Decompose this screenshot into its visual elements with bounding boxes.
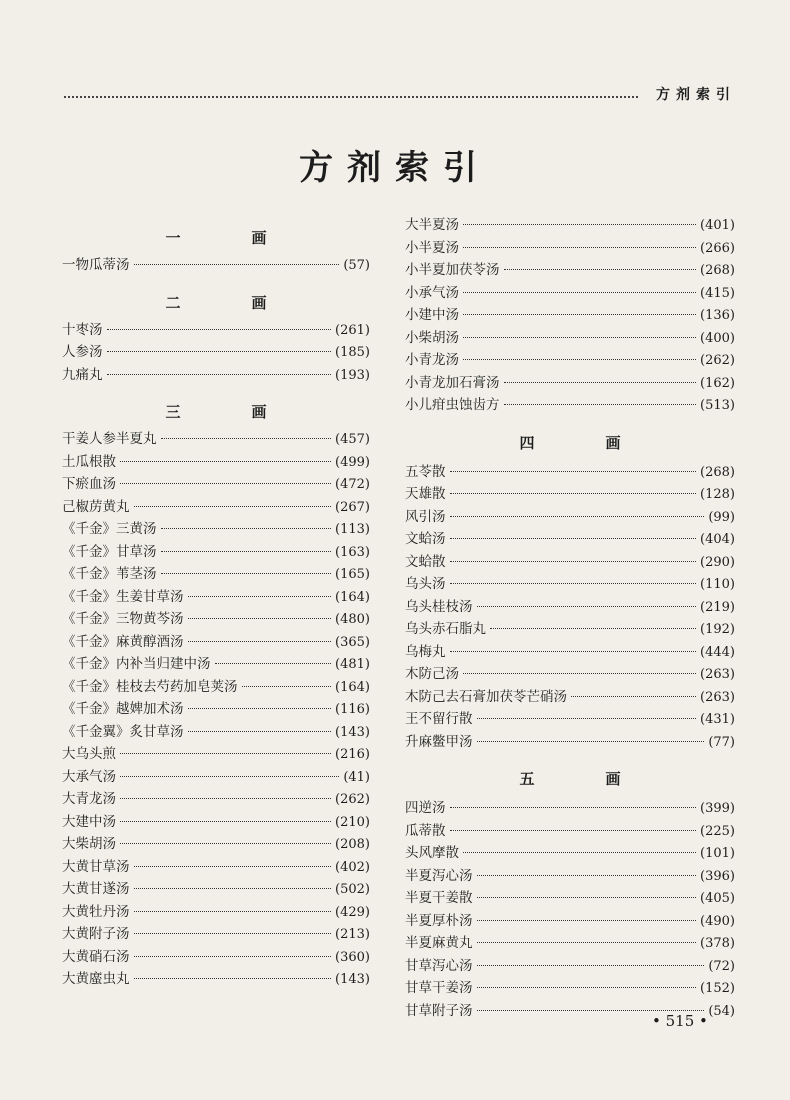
entry-name: 《千金》苇茎汤 — [62, 566, 157, 582]
index-entry — [405, 842, 735, 865]
index-entry — [405, 461, 735, 484]
dot-leader — [120, 843, 331, 844]
entry-page: (415) — [700, 285, 735, 301]
index-entry — [62, 788, 370, 811]
entry-page: (263) — [700, 689, 735, 705]
entry-page: (431) — [700, 712, 735, 727]
entry-page: (163) — [335, 544, 370, 560]
dot-leader — [477, 897, 697, 898]
entry-page: (116) — [335, 702, 370, 717]
index-entry — [405, 932, 735, 955]
dot-leader — [107, 374, 332, 375]
entry-page: (210) — [335, 814, 370, 830]
entry-name: 人参汤 — [62, 344, 103, 360]
entry-name: 头风摩散 — [405, 845, 459, 861]
entry-page: (268) — [700, 464, 735, 480]
entry-page: (365) — [335, 634, 370, 650]
entry-page: (143) — [335, 972, 370, 987]
dot-leader — [215, 663, 332, 664]
index-entry — [405, 551, 735, 574]
entry-page: (193) — [335, 367, 370, 383]
dot-leader — [477, 987, 697, 988]
entry-name: 《千金》三物黄芩汤 — [62, 611, 184, 627]
dot-leader — [134, 978, 332, 979]
entry-name: 半夏干姜散 — [405, 890, 473, 906]
dot-leader — [477, 942, 697, 943]
entry-name: 小承气汤 — [405, 284, 459, 301]
entry-page: (262) — [700, 353, 735, 368]
entry-page: (429) — [335, 904, 370, 920]
entry-page: (261) — [335, 322, 370, 338]
entry-name: 《千金》甘草汤 — [62, 543, 157, 560]
entry-name: 《千金》内补当归建中汤 — [62, 656, 211, 672]
index-entry — [405, 349, 735, 372]
entry-page: (457) — [335, 432, 370, 447]
entry-name: 九痛丸 — [62, 366, 103, 383]
dot-leader — [463, 314, 696, 315]
entry-name: 十枣汤 — [62, 321, 103, 338]
entry-page: (502) — [335, 882, 370, 897]
entry-name: 《千金》越婢加术汤 — [62, 701, 184, 717]
entry-page: (480) — [335, 612, 370, 627]
left-column — [62, 214, 370, 991]
entry-page: (128) — [700, 487, 735, 502]
entry-name: 《千金》麻黄醇酒汤 — [62, 633, 184, 650]
entry-name: 干姜人参半夏丸 — [62, 431, 157, 447]
entry-page: (399) — [700, 801, 735, 816]
entry-name: 大黄甘遂汤 — [62, 881, 130, 897]
dot-leader — [134, 888, 332, 889]
dot-leader — [120, 753, 331, 754]
entry-page: (216) — [335, 747, 370, 762]
entry-page: (164) — [335, 589, 370, 605]
entry-name: 大半夏汤 — [405, 217, 459, 233]
entry-name: 大黄硝石汤 — [62, 948, 130, 965]
index-entry — [62, 254, 370, 277]
dot-leader — [134, 933, 332, 934]
index-entry — [405, 327, 735, 350]
entry-page: (225) — [700, 823, 735, 839]
entry-page: (101) — [700, 846, 735, 861]
entry-name: 升麻鳖甲汤 — [405, 733, 473, 750]
dot-leader — [188, 618, 332, 619]
section-heading: 四 画 — [519, 433, 649, 452]
entry-page: (192) — [700, 622, 735, 637]
index-entry — [62, 743, 370, 766]
page-title: 方剂索引 — [299, 148, 491, 188]
entry-page: (268) — [700, 263, 735, 278]
index-entry — [405, 708, 735, 731]
entry-page: (267) — [335, 499, 370, 515]
index-entry — [62, 341, 370, 364]
dot-leader — [477, 965, 705, 966]
dot-leader — [450, 561, 697, 562]
entry-page: (110) — [700, 577, 735, 592]
index-entry — [62, 496, 370, 519]
entry-page: (113) — [335, 522, 370, 537]
dot-leader — [134, 264, 340, 265]
index-entry — [405, 214, 735, 237]
dot-leader — [120, 483, 331, 484]
index-entry — [62, 586, 370, 609]
entry-name: 大青龙汤 — [62, 791, 116, 807]
dot-leader — [161, 528, 332, 529]
dot-leader — [490, 628, 696, 629]
index-entry — [62, 518, 370, 541]
dot-leader — [188, 731, 332, 732]
entry-name: 小青龙汤 — [405, 352, 459, 368]
entry-name: 小青龙加石膏汤 — [405, 374, 500, 391]
dot-leader — [450, 807, 697, 808]
entry-page: (143) — [335, 724, 370, 740]
index-entry — [405, 820, 735, 843]
section-heading: 一 画 — [165, 229, 295, 247]
dot-leader — [161, 573, 332, 574]
dot-leader — [450, 471, 697, 472]
entry-name: 王不留行散 — [405, 711, 473, 727]
index-entry — [62, 698, 370, 721]
dot-leader — [134, 911, 332, 912]
entry-name: 甘草泻心汤 — [405, 957, 473, 974]
dot-leader — [477, 875, 697, 876]
dot-leader — [504, 269, 697, 270]
right-column — [405, 214, 735, 1022]
index-entry — [405, 663, 735, 686]
dot-leader — [188, 641, 332, 642]
dot-leader — [120, 776, 339, 777]
entry-page: (490) — [700, 913, 735, 929]
index-entry — [62, 319, 370, 342]
entry-name: 小半夏加茯苓汤 — [405, 262, 500, 278]
entry-page: (164) — [335, 679, 370, 695]
entry-name: 《千金》桂枝去芍药加皂荚汤 — [62, 678, 238, 695]
entry-name: 半夏厚朴汤 — [405, 912, 473, 929]
entry-page: (499) — [335, 454, 370, 470]
entry-name: 风引汤 — [405, 508, 446, 525]
index-entry — [405, 237, 735, 260]
index-entry — [405, 528, 735, 551]
entry-name: 大承气汤 — [62, 768, 116, 785]
index-entry — [62, 563, 370, 586]
dot-leader — [450, 538, 697, 539]
section-heading: 三 画 — [165, 403, 295, 421]
entry-name: 大黄甘草汤 — [62, 858, 130, 875]
entry-page: (77) — [708, 734, 735, 750]
entry-page: (152) — [700, 981, 735, 996]
index-entry — [62, 946, 370, 969]
dot-leader — [120, 798, 331, 799]
index-entry — [62, 364, 370, 387]
index-entry — [405, 372, 735, 395]
dot-leader — [463, 337, 696, 338]
index-entry — [62, 766, 370, 789]
dot-leader — [188, 596, 332, 597]
entry-name: 一物瓜蒂汤 — [62, 257, 130, 273]
entry-name: 木防己汤 — [405, 666, 459, 682]
dot-leader — [450, 830, 697, 831]
entry-name: 乌梅丸 — [405, 643, 446, 660]
index-entry — [62, 923, 370, 946]
dot-leader — [134, 956, 332, 957]
entry-page: (263) — [700, 667, 735, 682]
entry-page: (472) — [335, 477, 370, 492]
index-entry — [62, 878, 370, 901]
dot-leader — [134, 866, 332, 867]
dot-leader — [463, 247, 696, 248]
dot-leader — [477, 920, 697, 921]
dot-leader — [477, 1010, 705, 1011]
index-entry — [62, 856, 370, 879]
dot-leader — [504, 404, 697, 405]
dot-leader — [463, 224, 696, 225]
dot-leader — [477, 741, 705, 742]
index-entry — [62, 653, 370, 676]
entry-page: (213) — [335, 927, 370, 942]
index-entry — [62, 541, 370, 564]
dot-leader — [107, 351, 332, 352]
index-entry — [405, 977, 735, 1000]
dot-leader — [477, 718, 697, 719]
index-entry — [405, 865, 735, 888]
index-entry — [405, 394, 735, 417]
section-heading: 二 画 — [165, 293, 295, 312]
entry-name: 小柴胡汤 — [405, 329, 459, 346]
dot-leader — [463, 673, 696, 674]
index-entry — [62, 811, 370, 834]
dot-leader — [134, 506, 332, 507]
index-entry — [62, 901, 370, 924]
entry-page: (262) — [335, 792, 370, 807]
index-entry — [62, 428, 370, 451]
entry-name: 己椒苈黄丸 — [62, 498, 130, 515]
entry-name: 文蛤汤 — [405, 531, 446, 547]
index-entry — [405, 573, 735, 596]
section-heading: 五 画 — [519, 770, 649, 788]
entry-name: 小儿疳虫蚀齿方 — [405, 397, 500, 413]
dot-leader — [107, 329, 332, 330]
index-entry — [405, 483, 735, 506]
dot-leader — [161, 438, 332, 439]
index-entry — [62, 451, 370, 474]
entry-name: 木防己去石膏加茯苓芒硝汤 — [405, 688, 567, 705]
entry-page: (405) — [700, 891, 735, 906]
entry-name: 乌头桂枝汤 — [405, 598, 473, 615]
entry-name: 天雄散 — [405, 486, 446, 502]
entry-name: 大乌头煎 — [62, 746, 116, 762]
dot-leader — [463, 292, 696, 293]
entry-name: 文蛤散 — [405, 553, 446, 570]
entry-name: 大建中汤 — [62, 813, 116, 830]
dot-leader — [242, 686, 332, 687]
entry-name: 半夏泻心汤 — [405, 867, 473, 884]
entry-page: (444) — [700, 644, 735, 660]
dot-leader — [450, 516, 705, 517]
index-entry — [405, 259, 735, 282]
index-entry — [62, 473, 370, 496]
entry-page: (266) — [700, 240, 735, 256]
entry-page: (481) — [335, 657, 370, 672]
index-entry — [405, 887, 735, 910]
entry-name: 瓜蒂散 — [405, 822, 446, 839]
dot-leader — [504, 382, 697, 383]
entry-page: (99) — [708, 509, 735, 525]
entry-name: 土瓜根散 — [62, 453, 116, 470]
index-entry — [62, 676, 370, 699]
index-entry — [405, 596, 735, 619]
entry-name: 《千金》生姜甘草汤 — [62, 588, 184, 605]
entry-name: 四逆汤 — [405, 800, 446, 816]
entry-page: (290) — [700, 554, 735, 570]
index-entry — [405, 641, 735, 664]
entry-name: 甘草干姜汤 — [405, 980, 473, 996]
entry-page: (208) — [335, 837, 370, 852]
index-entry — [62, 968, 370, 991]
dot-leader — [463, 359, 696, 360]
dot-leader — [188, 708, 332, 709]
index-entry — [405, 304, 735, 327]
entry-name: 大黄䗪虫丸 — [62, 971, 130, 987]
dot-leader — [463, 852, 696, 853]
entry-name: 小建中汤 — [405, 307, 459, 323]
entry-name: 《千金》三黄汤 — [62, 521, 157, 537]
index-entry — [405, 955, 735, 978]
entry-page: (219) — [700, 599, 735, 615]
page-number: • 515 • — [652, 1012, 708, 1030]
index-entry — [62, 721, 370, 744]
index-entry — [62, 608, 370, 631]
entry-page: (72) — [708, 958, 735, 974]
entry-name: 小半夏汤 — [405, 239, 459, 256]
index-entry — [405, 797, 735, 820]
dot-leader — [477, 606, 697, 607]
entry-page: (136) — [700, 308, 735, 323]
entry-page: (401) — [700, 218, 735, 233]
entry-name: 《千金翼》炙甘草汤 — [62, 723, 184, 740]
entry-page: (404) — [700, 532, 735, 547]
dot-leader — [450, 651, 697, 652]
index-entry — [405, 506, 735, 529]
entry-name: 乌头汤 — [405, 576, 446, 592]
index-entry — [405, 282, 735, 305]
entry-page: (162) — [700, 375, 735, 391]
dot-leader — [450, 493, 697, 494]
running-header-title: 方剂索引 — [656, 87, 736, 103]
entry-name: 甘草附子汤 — [405, 1002, 473, 1019]
header-dot-leader — [64, 96, 638, 98]
entry-page: (54) — [708, 1003, 735, 1019]
entry-page: (165) — [335, 567, 370, 582]
index-entry — [62, 833, 370, 856]
index-entry — [405, 731, 735, 754]
index-entry — [405, 618, 735, 641]
entry-page: (360) — [335, 949, 370, 965]
dot-leader — [120, 461, 331, 462]
entry-page: (396) — [700, 868, 735, 884]
dot-leader — [120, 821, 331, 822]
entry-name: 五苓散 — [405, 463, 446, 480]
index-entry — [405, 686, 735, 709]
entry-page: (57) — [343, 258, 370, 273]
entry-name: 下瘀血汤 — [62, 476, 116, 492]
dot-leader — [571, 696, 696, 697]
entry-name: 大黄牡丹汤 — [62, 903, 130, 920]
index-entry — [405, 910, 735, 933]
entry-page: (400) — [700, 330, 735, 346]
entry-name: 大黄附子汤 — [62, 926, 130, 942]
dot-leader — [161, 551, 332, 552]
entry-page: (185) — [335, 345, 370, 360]
entry-page: (402) — [335, 859, 370, 875]
entry-page: (378) — [700, 936, 735, 951]
entry-name: 半夏麻黄丸 — [405, 935, 473, 951]
entry-page: (41) — [343, 769, 370, 785]
dot-leader — [450, 583, 697, 584]
entry-name: 乌头赤石脂丸 — [405, 621, 486, 637]
entry-name: 大柴胡汤 — [62, 836, 116, 852]
index-entry — [62, 631, 370, 654]
entry-page: (513) — [700, 398, 735, 413]
running-header — [64, 84, 736, 106]
